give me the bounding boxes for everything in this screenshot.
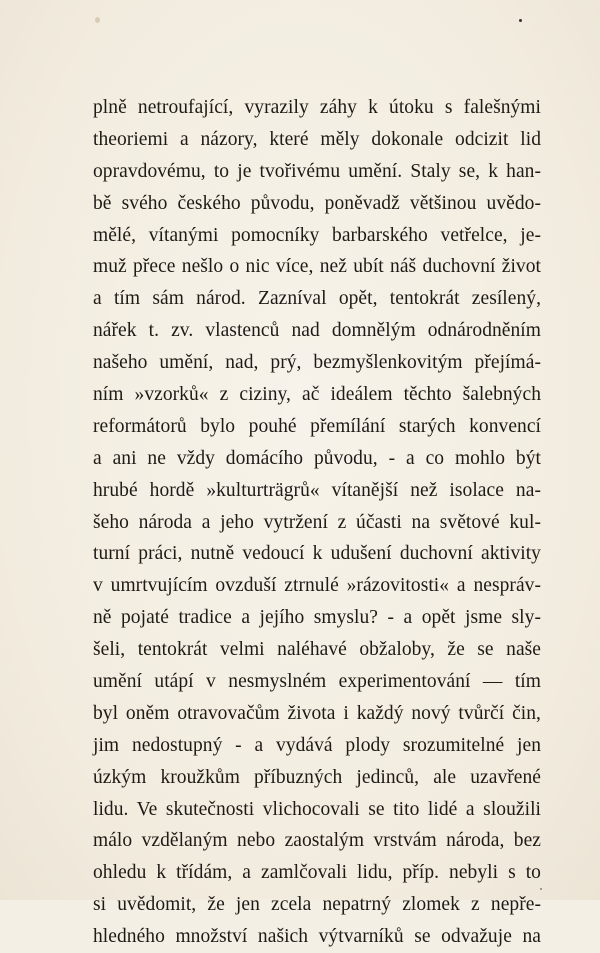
- text-line: si uvědomit, že jen zcela nepatrný zlomek z nepře-: [93, 894, 541, 916]
- text-line: hrubé hordě »kulturträgrů« vítanější než isolace na-: [93, 479, 541, 501]
- text-line: plně netroufající, vyrazily záhy k útoku s falešnými: [93, 97, 541, 118]
- text-line: a tím sám národ. Zazníval opět, tentokrát zesílený,: [93, 288, 541, 310]
- text-line: jim nedostupný - a vydává plody srozumitelné jen: [93, 734, 541, 756]
- text-line: mělé, vítanými pomocníky barbarského vetřelce, je-: [93, 224, 541, 246]
- text-line: šeli, tentokrát velmi naléhavé obžaloby, že se naše: [93, 639, 541, 661]
- text-line: našeho umění, nad, prý, bezmyšlenkovitým přejímá-: [93, 352, 541, 374]
- text-line: ně pojaté tradice a jejího smyslu? - a opět jsme sly-: [93, 607, 541, 629]
- text-line: hledného množství našich výtvarníků se odvažuje na: [93, 926, 541, 948]
- text-line: v umrtvujícím ovzduší ztrnulé »rázovitosti« a nespráv-: [93, 575, 541, 597]
- text-line: bě svého českého původu, poněvadž většinou uvědo-: [93, 192, 541, 214]
- text-line: šeho národa a jeho vytržení z účasti na světové kul-: [93, 511, 541, 533]
- text-line: málo vzdělaným nebo zaostalým vrstvám národa, bez: [93, 830, 541, 852]
- text-line: ním »vzorků« z ciziny, ač ideálem těchto šalebných: [93, 384, 541, 406]
- text-line: nářek t. zv. vlastenců nad domnělým odnárodněním: [93, 320, 541, 342]
- text-line: turní práci, nutně vedoucí k udušení duchovní aktivity: [93, 543, 541, 565]
- text-line: a ani ne vždy domácího původu, - a co mohlo být: [93, 447, 541, 469]
- text-line: lidu. Ve skutečnosti vlichocovali se tito lidé a sloužili: [93, 798, 541, 820]
- body-text: [93, 92, 541, 953]
- text-line: byl oněm otravovačům života i každý nový tvůrčí čin,: [93, 702, 541, 724]
- text-line: theoriemi a názory, které měly dokonale odcizit lid: [93, 128, 541, 150]
- ink-dot: [519, 19, 522, 22]
- text-line: ohledu k třídám, a zamlčovali lidu, příp. nebyli s to: [93, 862, 541, 884]
- text-line: umění utápí v nesmyslném experimentování — tím: [93, 671, 541, 693]
- paper-stain: [95, 17, 100, 23]
- text-line: muž přece nešlo o nic více, než ubít náš duchovní život: [93, 256, 541, 278]
- text-line: opravdovému, to je tvořivému umění. Staly se, k han-: [93, 160, 541, 182]
- text-line: úzkým kroužkům příbuzných jedinců, ale uzavřené: [93, 766, 541, 788]
- text-line: reformátorů bylo pouhé přemílání starých konvencí: [93, 415, 541, 437]
